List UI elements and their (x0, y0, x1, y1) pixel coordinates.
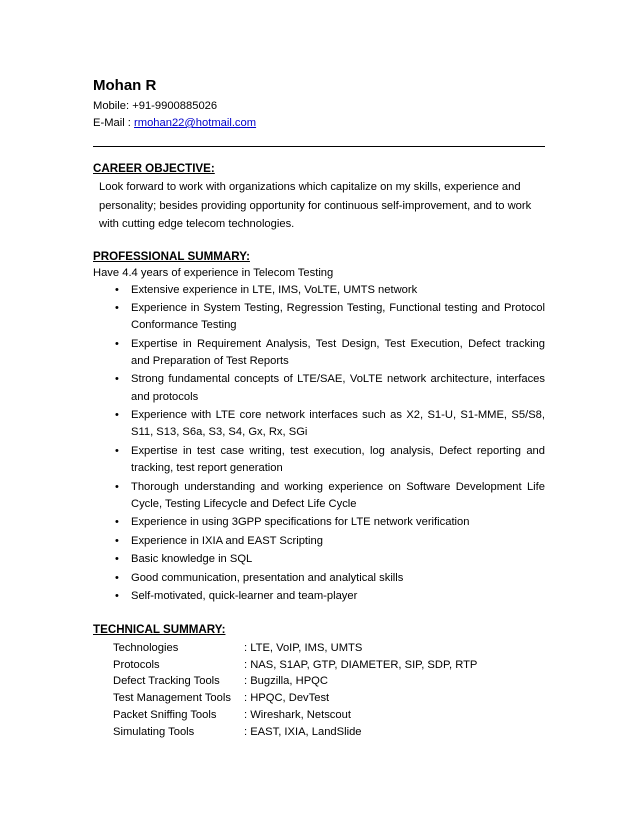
bullet-icon: • (115, 302, 119, 314)
email-label: E-Mail : (93, 117, 131, 129)
bullet-icon: • (115, 571, 119, 584)
email-line (93, 115, 545, 132)
list-item: • Experience in System Testing, Regression Testing, Functional testing and Protocol Conformance Testing (115, 302, 545, 332)
list-item: • Self-motivated, quick-learner and team-player (93, 588, 545, 605)
row-value: : NAS, S1AP, GTP, DIAMETER, SIP, SDP, RTP (244, 658, 478, 671)
list-item: • Good communication, presentation and analytical skills (93, 570, 545, 587)
technical-summary-title: TECHNICAL SUMMARY: (93, 622, 226, 636)
bullet-icon: • (115, 373, 119, 386)
email-link[interactable]: rmohan22@hotmail.com (134, 117, 257, 129)
mobile-line (93, 98, 545, 115)
table-row (113, 640, 545, 657)
table-row (113, 707, 545, 724)
bullet-icon: • (115, 590, 119, 603)
bullet-icon: • (115, 480, 119, 493)
list-item: • Extensive experience in LTE, IMS, VoLTE, UMTS network (93, 282, 545, 299)
candidate-name: Mohan R (93, 77, 157, 94)
bullet-icon: • (115, 553, 119, 566)
list-item: • Experience in using 3GPP specifications for LTE network verification (93, 514, 545, 531)
list-item: • Basic knowledge in SQL (93, 551, 545, 568)
table-row (113, 657, 545, 674)
row-label: Defect Tracking Tools (113, 675, 220, 688)
row-label: Protocols (113, 658, 160, 671)
professional-summary-section (93, 249, 545, 606)
row-label: Simulating Tools (113, 725, 195, 738)
mobile-label: Mobile: (93, 100, 130, 112)
row-value: : HPQC, DevTest (244, 692, 330, 705)
professional-summary-title: PROFESSIONAL SUMMARY: (93, 249, 250, 263)
table-row (113, 673, 545, 690)
professional-summary-list (93, 282, 545, 606)
professional-summary-intro: Have 4.4 years of experience in Telecom Testing (93, 266, 334, 279)
row-value: : EAST, IXIA, LandSlide (244, 725, 362, 738)
row-value: : Bugzilla, HPQC (244, 675, 328, 688)
row-label: Packet Sniffing Tools (113, 708, 217, 721)
technical-summary-table (93, 640, 545, 741)
bullet-icon: • (115, 409, 119, 422)
list-item: • Strong fundamental concepts of LTE/SAE, VoLTE network architecture, interfaces and protocols (115, 373, 545, 403)
list-item: • Experience with LTE core network interfaces such as X2, S1-U, S1-MME, S5/S8, S11, S13, S6a, S3, S4, Gx, Rx, SGi (115, 409, 545, 439)
list-item: • Expertise in Requirement Analysis, Test Design, Test Execution, Defect tracking and Preparation of Test Reports (115, 337, 545, 367)
table-row (113, 690, 545, 707)
bullet-icon: • (115, 337, 119, 350)
mobile-number: +91-9900885026 (132, 100, 218, 112)
list-item: • Experience in IXIA and EAST Scripting (93, 533, 545, 550)
row-label: Test Management Tools (113, 692, 231, 705)
career-objective-section (93, 161, 545, 234)
list-item: • Expertise in test case writing, test execution, log analysis, Defect reporting and tracking, test report generation (115, 444, 545, 475)
technical-summary-section (93, 622, 545, 741)
career-objective-title: CAREER OBJECTIVE: (93, 162, 215, 175)
bullet-icon: • (115, 516, 119, 529)
header-divider (93, 146, 545, 147)
row-value: : LTE, VoIP, IMS, UMTS (244, 641, 363, 654)
row-value: : Wireshark, Netscout (244, 708, 351, 721)
career-objective-text: Look forward to work with organizations which capitalize on my skills, experience and personality; besides providing opportunity for continuous self-improvement, and to work with cutting edge telecom technologies. (99, 181, 532, 230)
resume-page (93, 76, 545, 741)
list-item: • Thorough understanding and working experience on Software Development Life Cycle, Testing Lifecycle and Defect Life Cycle (115, 480, 545, 510)
bullet-icon: • (115, 283, 119, 296)
contact-block (93, 98, 545, 132)
bullet-icon: • (115, 534, 119, 547)
row-label: Technologies (113, 641, 179, 654)
table-row (113, 724, 545, 741)
bullet-icon: • (115, 444, 119, 457)
